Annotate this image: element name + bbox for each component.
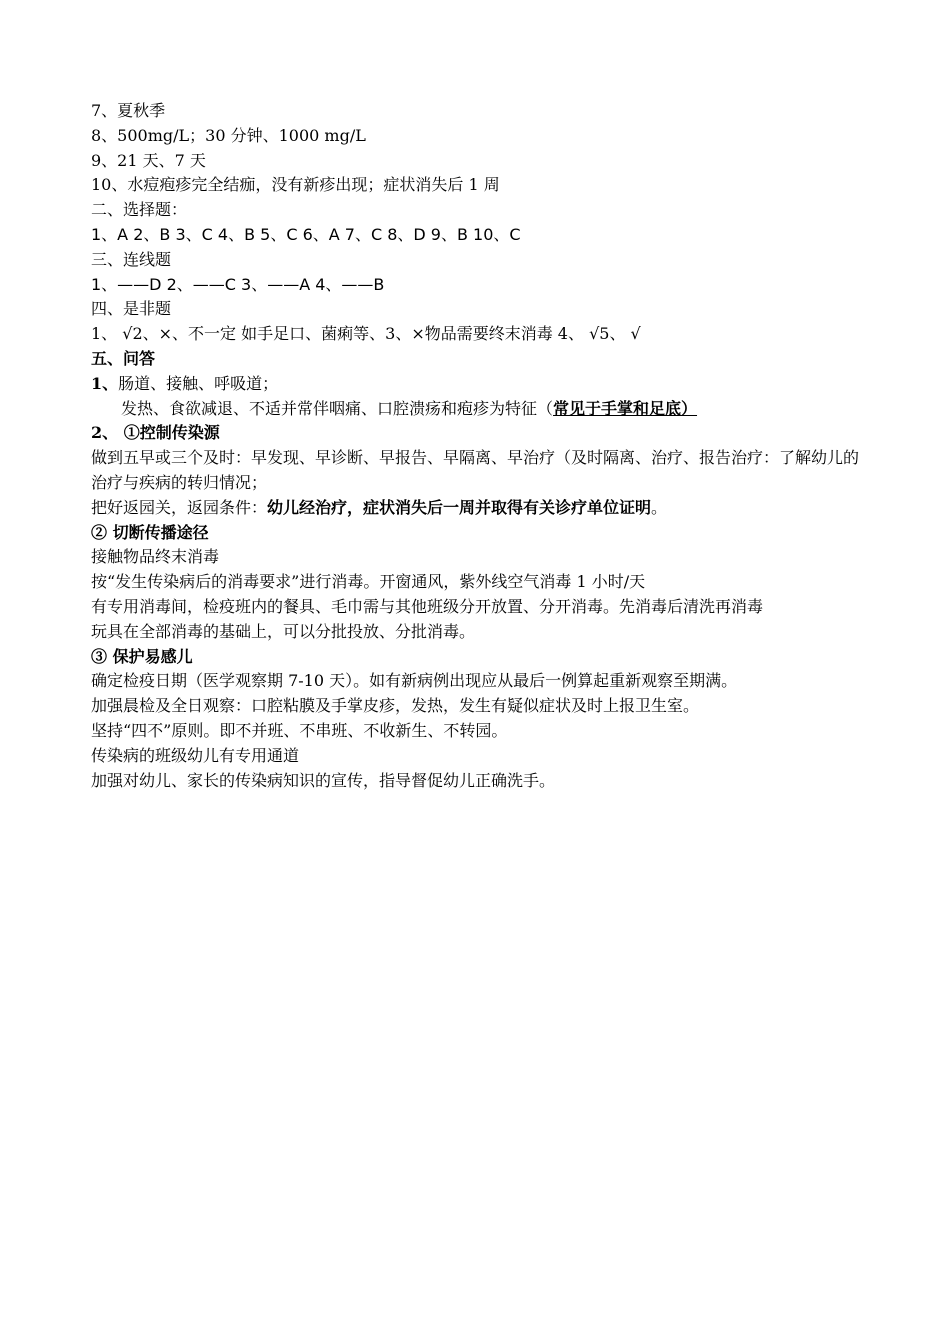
answer-line-7: 7、夏秋季 [91,101,166,120]
qa-answer-1-detail-emphasis: 常见于手掌和足底） [553,398,698,418]
section-heading-choice: 二、选择题： [91,200,188,220]
return-conditions-text: 把好返园关，返园条件： [91,497,268,517]
answer-line-8: 8、500mg/L；30 分钟、1000 mg/L [91,125,366,145]
qa-answer-1-detail [91,397,866,422]
cut-item-2: 按“发生传染病后的消毒要求”进行消毒。开窗通风，紫外线空气消毒 1 小时/天 [91,572,646,592]
protect-item-1: 确定检疫日期（医学观察期 7-10 天）。如有新病例出现应从最后一例算起重新观察至期满。 [91,671,738,691]
protect-item-5: 加强对幼儿、家长的传染病知识的宣传，指导督促幼儿正确洗手。 [91,770,556,790]
protect-item-2: 加强晨检及全日观察：口腔粘膜及手掌皮疹，发热，发生有疑似症状及时上报卫生室。 [91,696,700,716]
answer-content [91,99,866,793]
subheading-protect-susceptible: ③ 保护易感儿 [91,646,193,666]
matching-answers: 1、——D 2、——C 3、——A 4、——B [91,274,385,294]
subheading-cut-transmission: ② 切断传播途径 [91,522,209,542]
protect-item-4: 传染病的班级幼儿有专用通道 [91,745,300,765]
return-conditions [91,496,866,521]
qa-answer-1-text: 肠道、接触、呼吸道； [118,373,279,393]
cut-item-1: 接触物品终末消毒 [91,547,220,567]
true-false-answers: 1、 √2、×、不一定 如手足口、菌痢等、3、×物品需要终末消毒 4、 √5、 √ [91,324,641,344]
cut-item-3: 有专用消毒间，检疫班内的餐具、毛巾需与其他班级分开放置、分开消毒。先消毒后清洗再消毒 [91,596,764,616]
section-heading-matching: 三、连线题 [91,249,172,269]
answer-line-9: 9、21 天、7 天 [91,150,206,170]
control-source-paragraph: 做到五早或三个及时：早发现、早诊断、早报告、早隔离、早治疗（及时隔离、治疗、报告治疗：了解幼儿的治疗与疾病的转归情况； [91,448,860,492]
return-conditions-end: 。 [651,497,668,517]
cut-item-4: 玩具在全部消毒的基础上，可以分批投放、分批消毒。 [91,621,476,641]
return-conditions-emphasis: 幼儿经治疗，症状消失后一周并取得有关诊疗单位证明 [267,497,652,517]
section-heading-true-false: 四、是非题 [91,299,172,319]
qa-answer-2-heading: 2、 ①控制传染源 [91,423,220,443]
answer-line-10: 10、水痘疱疹完全结痂，没有新疹出现；症状消失后 1 周 [91,175,500,195]
qa-answer-1-number: 1、 [91,373,119,393]
choice-answers: 1、A 2、B 3、C 4、B 5、C 6、A 7、C 8、D 9、B 10、C [91,224,521,244]
section-heading-qa: 五、问答 [91,348,156,368]
protect-item-3: 坚持“四不”原则。即不并班、不串班、不收新生、不转园。 [91,720,508,740]
qa-answer-1-detail-text: 发热、食欲减退、不适并常伴咽痛、口腔溃疡和疱疹为特征（ [121,398,554,418]
qa-answer-1 [91,372,866,397]
